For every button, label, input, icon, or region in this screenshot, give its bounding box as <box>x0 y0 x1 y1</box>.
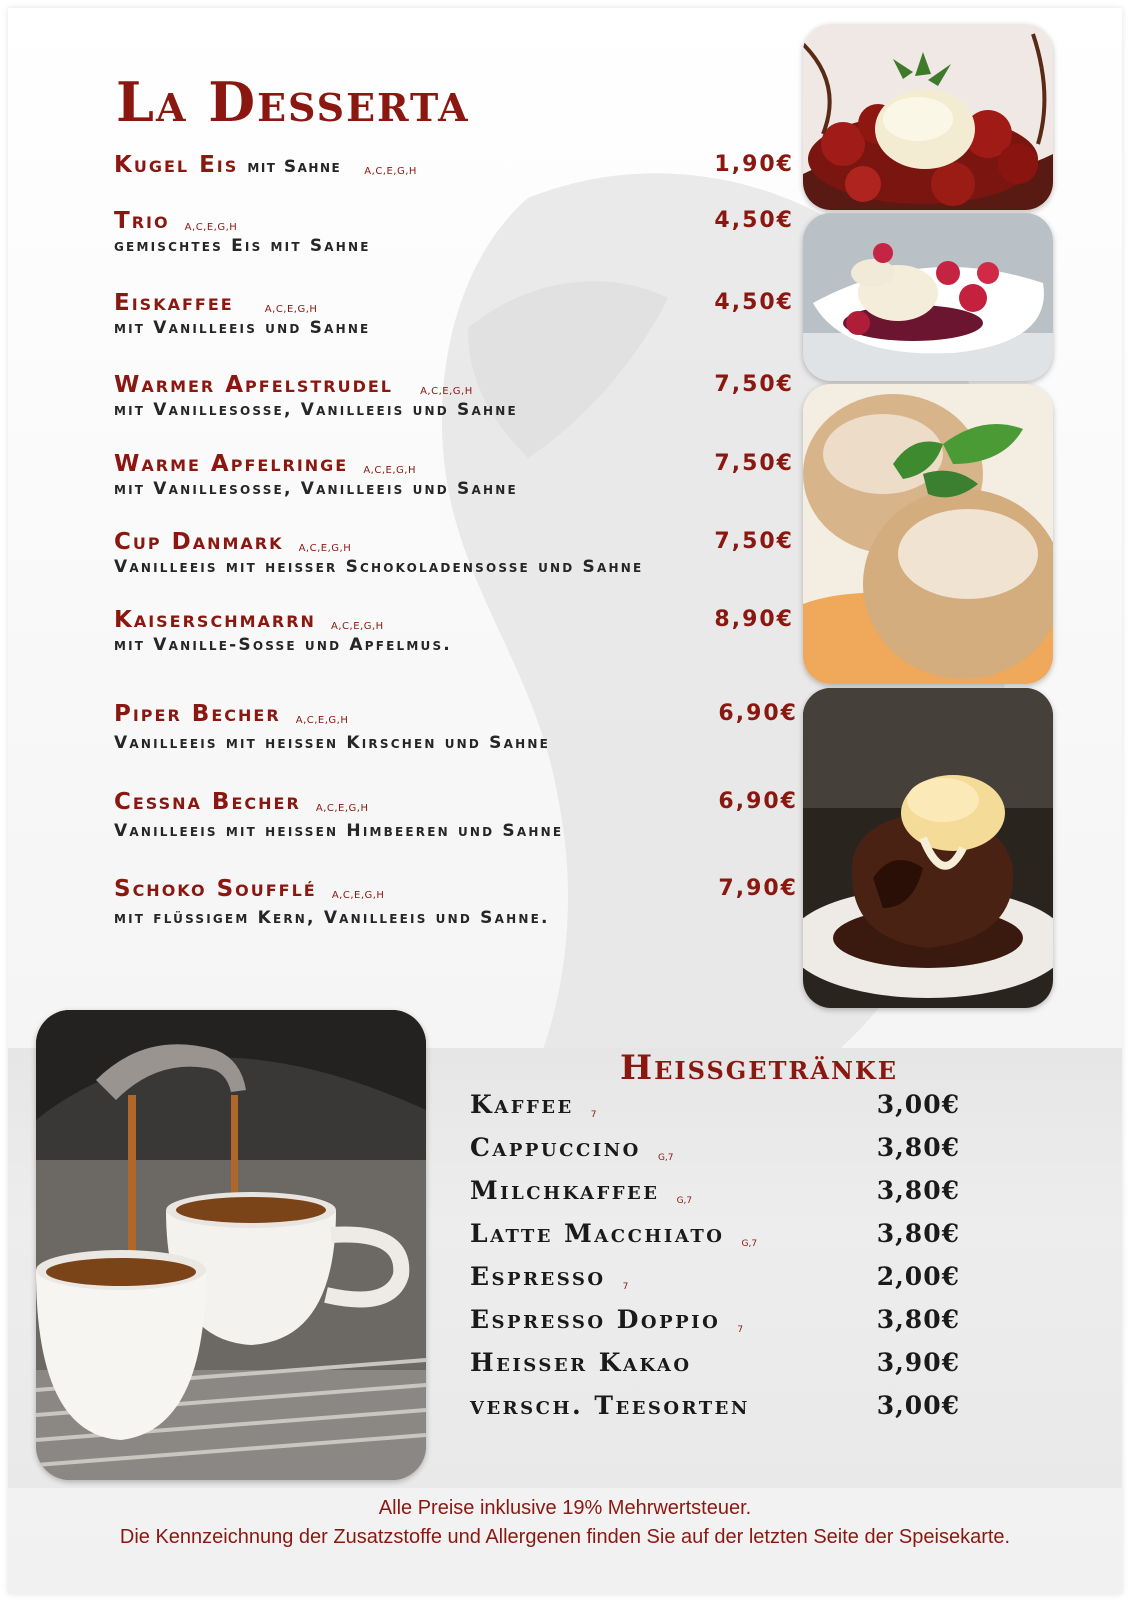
drink-code: G,7 <box>741 1239 758 1249</box>
item-price: 8,90€ <box>714 607 794 632</box>
item-name: Kaiserschmarrn <box>114 607 316 633</box>
menu-item <box>114 529 814 577</box>
item-name: Schoko Soufflé <box>114 876 317 902</box>
drink-code: 7 <box>737 1325 744 1335</box>
allergen-code: A,C,E,G,H <box>364 166 417 177</box>
allergen-code: A,C,E,G,H <box>184 222 238 233</box>
photo-espresso-machine <box>36 1010 426 1480</box>
drink-price: 3,80€ <box>876 1219 960 1248</box>
item-description: mit Vanille-Sosse und Apfelmus. <box>114 635 452 655</box>
photo-meringue-raspberries <box>803 213 1053 381</box>
item-price: 6,90€ <box>718 789 798 814</box>
allergen-code: A,C,E,G,H <box>331 890 385 901</box>
hot-drinks-title: Heissgetränke <box>620 1048 899 1088</box>
photo-dumplings <box>803 384 1053 684</box>
item-description: mit Vanilleeis und Sahne <box>114 318 371 338</box>
item-price: 6,90€ <box>718 701 798 726</box>
menu-item <box>114 701 814 753</box>
item-price: 4,50€ <box>714 208 794 233</box>
item-sub-inline: mit Sahne <box>247 157 342 177</box>
drink-price: 3,90€ <box>876 1348 960 1377</box>
drink-name: Espresso Doppio <box>470 1305 721 1334</box>
drink-name: Latte Macchiato <box>470 1219 725 1248</box>
item-name: Warmer Apfelstrudel <box>114 372 393 398</box>
menu-item <box>114 789 814 841</box>
item-price: 7,50€ <box>714 529 794 554</box>
photo-ice-cream-cherries <box>803 24 1053 210</box>
drink-code: G,7 <box>657 1153 674 1163</box>
item-description: Vanilleeis mit heisser Schokoladensosse und Sahne <box>114 557 644 577</box>
item-description: mit Vanillesosse, Vanilleeis und Sahne <box>114 479 518 499</box>
allergen-code: A,C,E,G,H <box>298 543 352 554</box>
item-name: Cessna Becher <box>114 789 301 815</box>
drink-name: Heisser Kakao <box>470 1348 692 1377</box>
drink-code: 7 <box>622 1282 629 1292</box>
drink-code: 7 <box>590 1110 597 1120</box>
drink-name: Cappuccino <box>470 1133 641 1162</box>
item-name: Kugel Eis <box>114 152 239 178</box>
item-name: Eiskaffee <box>114 290 234 316</box>
drink-name: Kaffee <box>470 1090 574 1119</box>
menu-item <box>114 372 814 420</box>
item-price: 1,90€ <box>714 152 794 177</box>
photo-chocolate-souffle <box>803 688 1053 1008</box>
item-description: Vanilleeis mit heissen Himbeeren und Sahne <box>114 821 564 841</box>
drink-name: Espresso <box>470 1262 606 1291</box>
menu-title: La Desserta <box>116 70 470 134</box>
menu-item <box>114 208 814 256</box>
item-name: Trio <box>114 208 170 234</box>
item-price: 7,50€ <box>714 372 794 397</box>
drink-item <box>470 1133 960 1176</box>
item-description: Vanilleeis mit heissen Kirschen und Sahne <box>114 733 550 753</box>
footer-allergen-line: Die Kennzeichnung der Zusatzstoffe und Allergenen finden Sie auf der letzten Seite der Speisekarte. <box>119 1526 1011 1548</box>
hot-drinks-list <box>470 1090 960 1434</box>
drink-price: 3,00€ <box>876 1090 960 1119</box>
drink-price: 3,80€ <box>876 1133 960 1162</box>
drink-price: 3,00€ <box>876 1391 960 1420</box>
drink-code: G,7 <box>676 1196 693 1206</box>
menu-item <box>114 876 814 928</box>
menu-page <box>8 8 1122 1594</box>
item-price: 7,90€ <box>718 876 798 901</box>
menu-item <box>114 152 814 178</box>
drink-item <box>470 1305 960 1348</box>
drink-price: 3,80€ <box>876 1305 960 1334</box>
allergen-code: A,C,E,G,H <box>331 621 384 632</box>
item-name: Cup Danmark <box>114 529 284 555</box>
drink-price: 2,00€ <box>876 1262 960 1291</box>
item-description: mit flüssigem Kern, Vanilleeis und Sahne. <box>114 908 550 928</box>
allergen-code: A,C,E,G,H <box>264 304 318 315</box>
drink-name: versch. Teesorten <box>470 1391 750 1420</box>
drink-item <box>470 1348 960 1391</box>
drink-name: Milchkaffee <box>470 1176 660 1205</box>
item-description: mit Vanillesosse, Vanilleeis und Sahne <box>114 400 518 420</box>
drink-item <box>470 1262 960 1305</box>
item-name: Piper Becher <box>114 701 281 727</box>
drink-item <box>470 1391 960 1434</box>
item-name: Warme Apfelringe <box>114 451 349 477</box>
item-description: gemischtes Eis mit Sahne <box>114 236 371 256</box>
footer-vat-line: Alle Preise inklusive 19% Mehrwertsteuer. <box>378 1497 752 1519</box>
drink-item <box>470 1090 960 1133</box>
drink-item <box>470 1176 960 1219</box>
menu-item <box>114 451 814 499</box>
footer-note <box>8 1494 1122 1552</box>
allergen-code: A,C,E,G,H <box>363 465 416 476</box>
menu-item <box>114 607 814 655</box>
item-price: 7,50€ <box>714 451 794 476</box>
drink-price: 3,80€ <box>876 1176 960 1205</box>
drink-item <box>470 1219 960 1262</box>
menu-item <box>114 290 814 338</box>
allergen-code: A,C,E,G,H <box>295 715 349 726</box>
item-price: 4,50€ <box>714 290 794 315</box>
allergen-code: A,C,E,G,H <box>315 803 369 814</box>
allergen-code: A,C,E,G,H <box>420 386 473 397</box>
